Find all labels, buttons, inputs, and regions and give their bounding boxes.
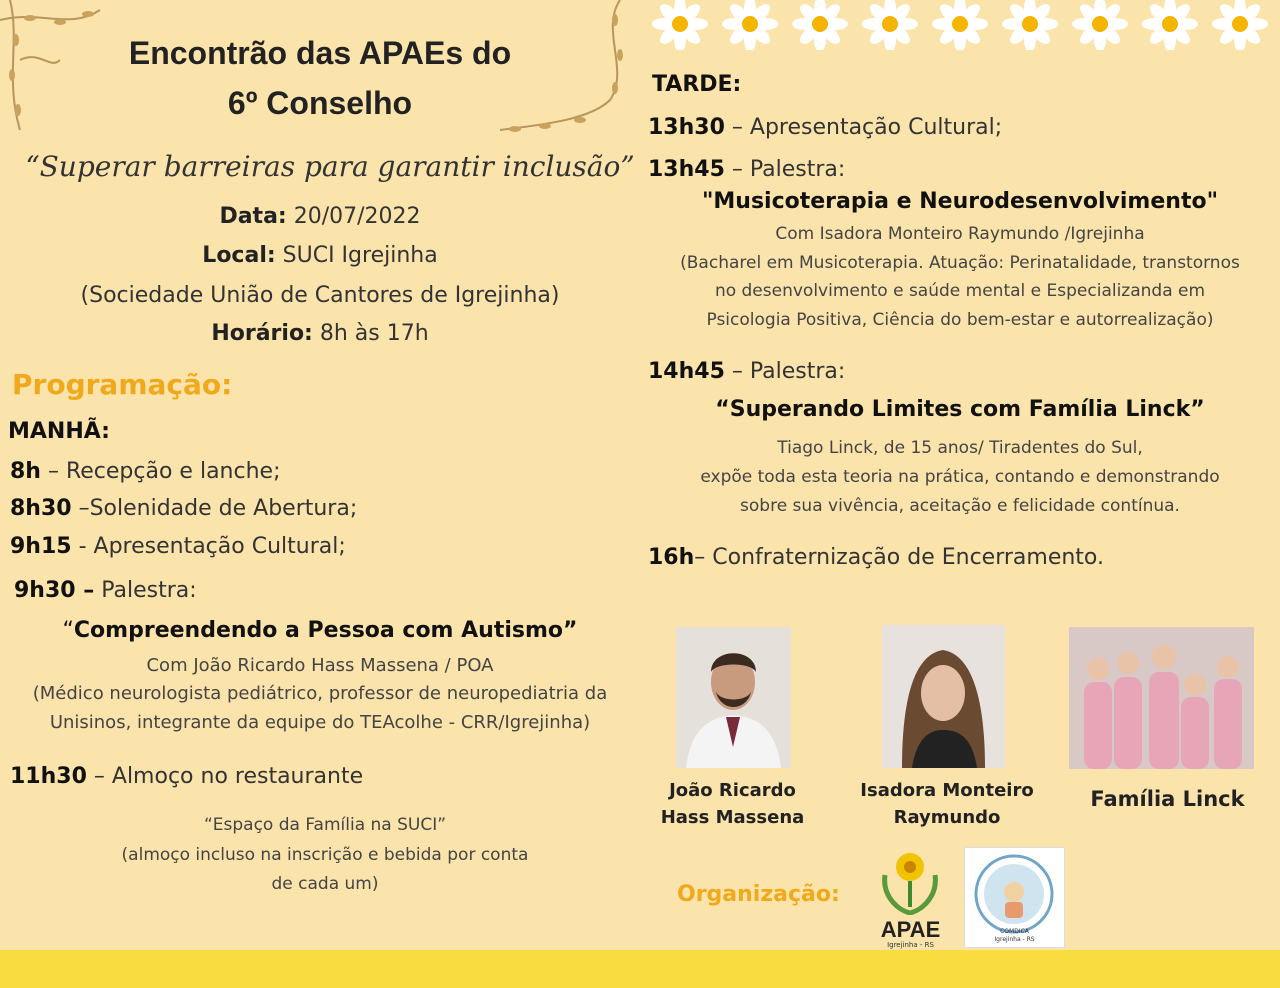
speaker-name-isadora (857, 777, 1037, 831)
date-value: 20/07/2022 (286, 204, 421, 229)
morning-item (10, 459, 280, 484)
morning-item (10, 496, 357, 521)
place-value: SUCI Igrejinha (275, 243, 438, 268)
afternoon-talk2-title: “Superando Limites com Família Linck” (715, 397, 1205, 422)
apae-logo-text: APAE (880, 917, 941, 942)
afternoon-item-time: 14h45 (648, 359, 725, 384)
speaker-name-line: Hass Massena (660, 807, 805, 828)
morning-item-text: – Recepção e lanche; (40, 459, 281, 484)
speaker-name-line: Raymundo (893, 807, 1001, 828)
speaker-photo-isadora (882, 625, 1005, 768)
afternoon-item-time: 13h45 (648, 157, 725, 182)
lunch-text: – Almoço no restaurante (86, 764, 364, 789)
afternoon-item (648, 359, 845, 384)
talk-title-text: Compreendendo a Pessoa com Autismo” (73, 618, 578, 643)
afternoon-item (648, 115, 1002, 140)
daisy-border (640, 0, 1280, 50)
morning-talk-bio-1: (Médico neurologista pediátrico, professor de neuropediatria da (32, 683, 608, 704)
speaker-photo-familia-linck (1069, 627, 1254, 769)
morning-item (10, 534, 346, 559)
date-label: Data: (219, 204, 287, 229)
event-title-line2: 6º Conselho (227, 85, 413, 121)
morning-item-time: 8h30 (10, 496, 72, 521)
afternoon-talk2-desc-1: Tiago Linck, de 15 anos/ Tiradentes do Sul, (777, 438, 1143, 458)
afternoon-talk1-speaker: Com Isadora Monteiro Raymundo /Igrejinha (775, 224, 1145, 244)
morning-item-text: - Apresentação Cultural; (71, 534, 346, 559)
speaker-name-line: João Ricardo (669, 780, 796, 801)
afternoon-talk1-bio-2: no desenvolvimento e saúde mental e Especializanda em (714, 281, 1206, 301)
morning-talk-speaker: Com João Ricardo Hass Massena / POA (146, 655, 494, 676)
speaker-name-joao (650, 777, 815, 831)
place-label: Local: (202, 243, 276, 268)
lunch-item (10, 764, 363, 789)
afternoon-talk2-desc-3: sobre sua vivência, aceitação e felicidade contínua. (740, 496, 1180, 516)
comdica-logo (964, 847, 1065, 948)
morning-heading: MANHÃ: (8, 419, 110, 444)
morning-talk-title (0, 618, 640, 643)
event-place (0, 243, 640, 268)
apae-flower-icon (877, 845, 944, 915)
apae-logo-subtext: Igrejinha - RS (887, 941, 934, 949)
talk-title-quote: “ (62, 618, 74, 643)
bottom-yellow-band (0, 950, 1280, 988)
afternoon-item-time: 16h (648, 545, 695, 570)
time-value: 8h às 17h (312, 321, 429, 346)
lunch-note-3: de cada um) (271, 874, 379, 894)
event-motto: “Superar barreiras para garantir inclusão” (25, 150, 635, 183)
morning-item-text: –Solenidade de Abertura; (71, 496, 358, 521)
event-title-line1: Encontrão das APAEs do (128, 35, 512, 71)
speaker-name-line: Isadora Monteiro (860, 780, 1034, 801)
morning-item-time: 9h15 (10, 534, 72, 559)
afternoon-talk1-title: "Musicoterapia e Neurodesenvolvimento" (701, 189, 1219, 214)
speaker-photo-joao (676, 627, 791, 768)
event-place-full: (Sociedade União de Cantores de Igrejinha) (80, 283, 560, 308)
afternoon-heading: TARDE: (652, 72, 742, 97)
afternoon-item-time: 13h30 (648, 115, 725, 140)
family-group-icon (1069, 627, 1254, 769)
event-date (0, 204, 640, 229)
lunch-note-1: “Espaço da Família na SUCI” (203, 815, 447, 835)
apae-logo (877, 845, 944, 949)
afternoon-item (648, 545, 1104, 570)
morning-item-text: Palestra: (94, 578, 197, 603)
afternoon-talk1-bio-3: Psicologia Positiva, Ciência do bem-estar e autorrealização) (706, 310, 1214, 330)
lunch-note-2: (almoço incluso na inscrição e bebida por conta (121, 845, 529, 865)
program-heading: Programação: (12, 368, 233, 401)
speaker-name-familia: Família Linck (1090, 787, 1245, 811)
afternoon-item-text: – Palestra: (724, 157, 846, 182)
daisy-flowers-icon (640, 0, 1280, 50)
afternoon-item (648, 157, 845, 182)
afternoon-item-text: – Palestra: (724, 359, 846, 384)
event-time (0, 321, 640, 346)
afternoon-item-text: – Confraternização de Encerramento. (694, 545, 1104, 570)
afternoon-talk1-bio-1: (Bacharel em Musicoterapia. Atuação: Perinatalidade, transtornos (680, 253, 1240, 273)
morning-item (14, 578, 197, 603)
morning-item-time: 9h30 – (14, 578, 95, 603)
lunch-time: 11h30 (10, 764, 87, 789)
afternoon-item-text: – Apresentação Cultural; (724, 115, 1003, 140)
time-label: Horário: (211, 321, 313, 346)
morning-talk-bio-2: Unisinos, integrante da equipe do TEAcolhe - CRR/Igrejinha) (49, 712, 591, 733)
person-icon (882, 625, 1005, 768)
organization-label: Organização: (677, 882, 840, 907)
morning-item-time: 8h (10, 459, 41, 484)
afternoon-talk2-desc-2: expõe toda esta teoria na prática, contando e demonstrando (700, 467, 1220, 487)
comdica-logo-text: COMDICA (1000, 928, 1029, 935)
person-icon (676, 627, 791, 768)
comdica-logo-subtext: Igrejinha - RS (994, 936, 1035, 943)
